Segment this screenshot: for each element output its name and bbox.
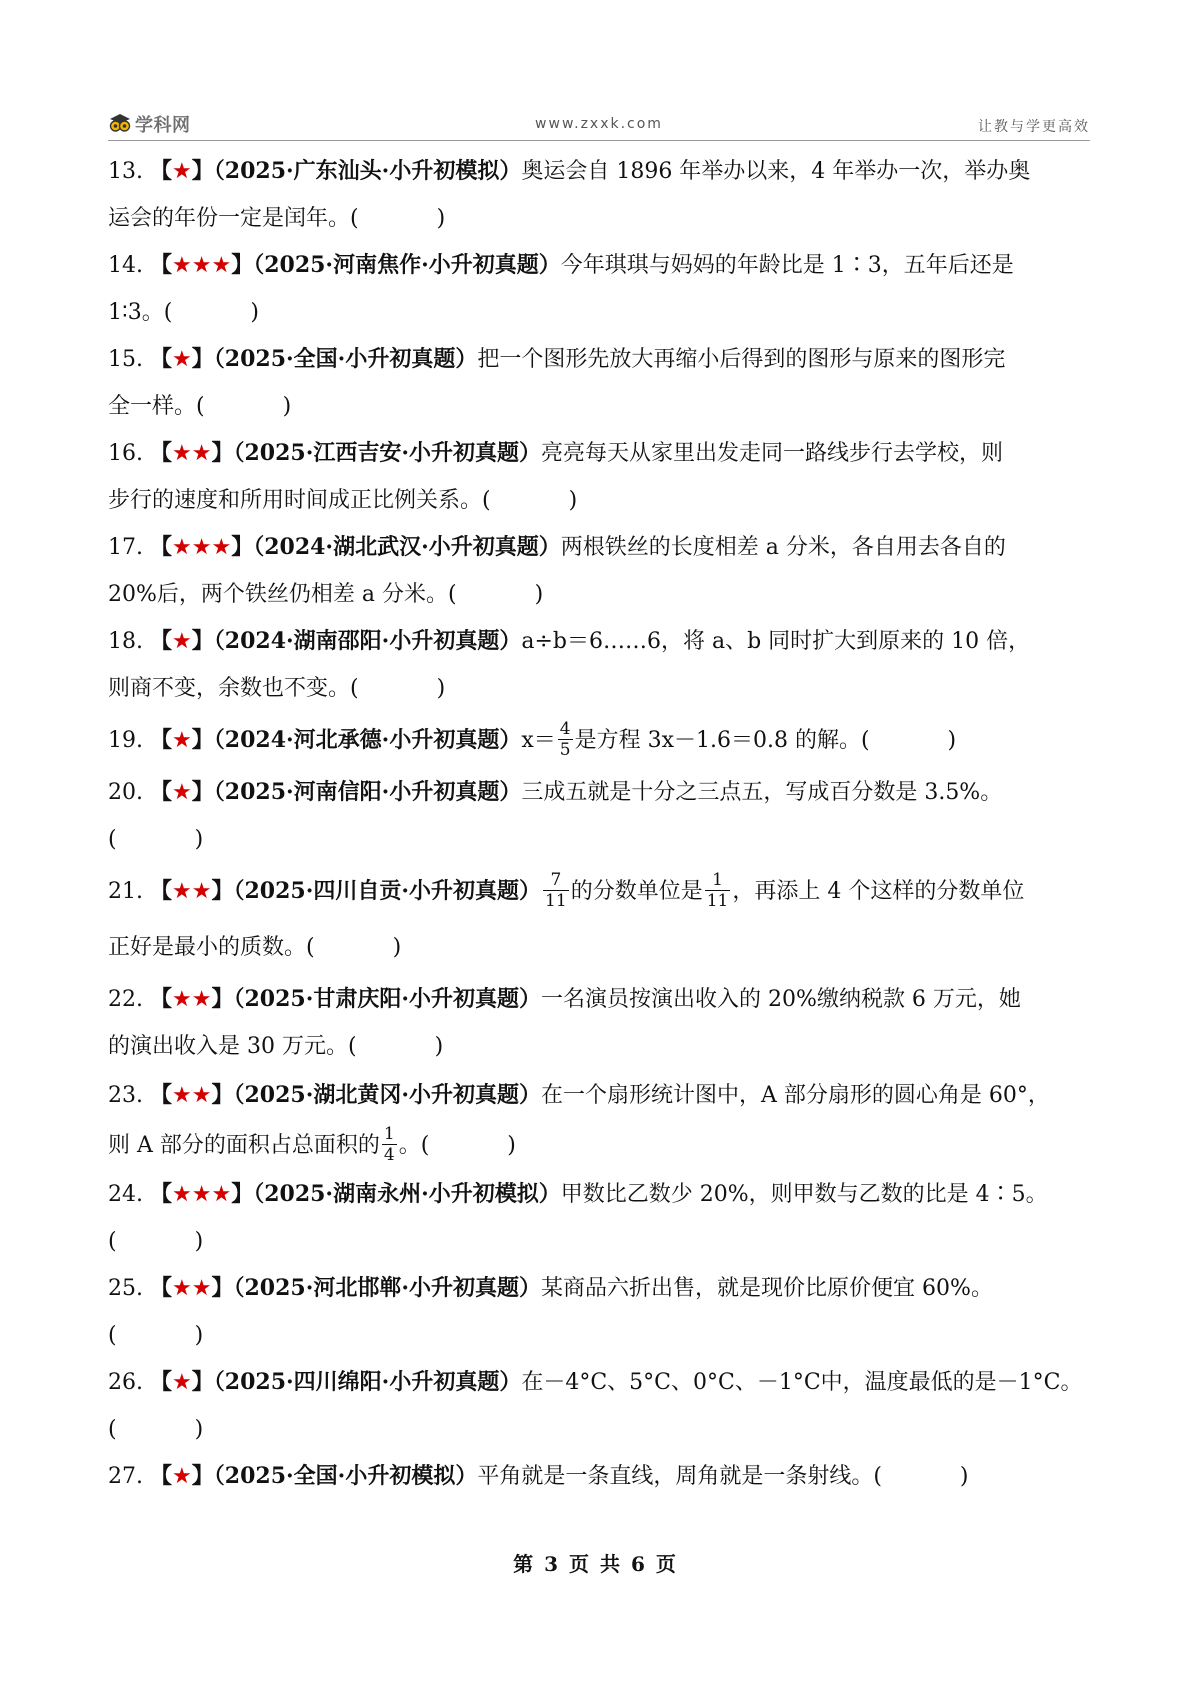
question-27 [108, 1453, 1090, 1500]
text-fragment: 5 [559, 739, 571, 760]
text-fragment: 】 [231, 1181, 254, 1207]
text-fragment: 【 [150, 727, 173, 753]
difficulty-stars: ★ [172, 728, 192, 753]
text-fragment: 【 [150, 779, 173, 805]
text-fragment: ( [108, 1417, 117, 1442]
text-fragment: 【 [150, 534, 173, 560]
text-fragment: 】 [191, 158, 214, 184]
text-fragment: 。( [398, 1133, 430, 1158]
text-fragment: 【 [150, 1275, 173, 1301]
text-fragment: ) [568, 488, 578, 513]
text-fragment: 11 [545, 890, 567, 911]
difficulty-stars: ★★ [172, 441, 212, 466]
question-list [108, 148, 1090, 1500]
text-fragment: 21. [108, 879, 143, 904]
text-fragment: 20. [108, 780, 143, 805]
text-fragment: 【 [150, 1082, 173, 1108]
text-fragment: 】 [231, 252, 254, 278]
text-fragment: 4 [559, 718, 571, 739]
text-fragment: 1 [705, 870, 731, 891]
text-fragment: ) [436, 206, 446, 231]
text-fragment: 】 [211, 1275, 234, 1301]
question-text: 亮亮每天从家里出发走同一路线步行去学校，则 [541, 441, 1004, 466]
text-fragment: x＝ [521, 728, 556, 753]
text-fragment: 18. [108, 629, 143, 654]
text-fragment: 运会的年份一定是闰年。( [108, 206, 359, 231]
text-fragment: 【 [150, 252, 173, 278]
text-fragment: 【 [150, 158, 173, 184]
text-fragment: 17. [108, 535, 143, 560]
text-fragment: 1∶3。( [108, 300, 173, 325]
difficulty-stars: ★★★ [172, 535, 232, 560]
text-fragment: ) [959, 1464, 969, 1489]
question-text: 甲数比乙数少 20%，则甲数与乙数的比是 4∶5。 [560, 1182, 1048, 1207]
question-source: （2025·甘肃庆阳·小升初真题） [233, 986, 542, 1012]
difficulty-stars: ★★★ [172, 253, 232, 278]
site-url: www.zxxk.com [535, 116, 663, 132]
difficulty-stars: ★★★ [172, 1182, 232, 1207]
question-24 [108, 1171, 1090, 1265]
text-fragment: 】 [191, 1369, 214, 1395]
text-fragment: 全一样。( [108, 394, 205, 419]
text-fragment: 【 [150, 346, 173, 372]
text-fragment: 正好是最小的质数。( [108, 935, 315, 960]
question-18 [108, 618, 1090, 712]
question-15 [108, 336, 1090, 430]
text-fragment: 则 A 部分的面积占总面积的 [108, 1133, 380, 1158]
difficulty-stars: ★ [172, 347, 192, 372]
question-text: 把一个图形先放大再缩小后得到的图形与原来的图形完 [477, 347, 1006, 372]
fraction [558, 719, 573, 760]
text-fragment: 25. [108, 1276, 143, 1301]
text-fragment: ) [507, 1133, 516, 1158]
question-source: （2024·河北承德·小升初真题） [213, 727, 522, 753]
text-fragment: 1 [383, 1123, 395, 1144]
text-fragment: ( [108, 1229, 117, 1254]
text-fragment: ) [194, 1229, 204, 1254]
question-20 [108, 769, 1090, 863]
difficulty-stars: ★★ [172, 987, 212, 1012]
text-fragment: 16. [108, 441, 143, 466]
question-13 [108, 148, 1090, 242]
question-source: （2025·四川绵阳·小升初真题） [213, 1369, 522, 1395]
text-fragment: 【 [150, 986, 173, 1012]
difficulty-stars: ★★ [172, 1276, 212, 1301]
text-fragment: 【 [150, 1181, 173, 1207]
text-fragment: 7 [543, 870, 569, 891]
question-text: 平角就是一条直线，周角就是一条射线。( [477, 1464, 882, 1489]
question-14 [108, 242, 1090, 336]
text-fragment: ( [108, 1323, 117, 1348]
text-fragment: 【 [150, 1369, 173, 1395]
logo-text: 学科网 [135, 115, 191, 136]
question-text: 一名演员按演出收入的 20%缴纳税款 6 万元，她 [541, 987, 1021, 1012]
page-header [108, 108, 1090, 141]
difficulty-stars: ★★ [172, 1083, 212, 1108]
question-text: 两根铁丝的长度相差 a 分米，各自用去各自的 [560, 535, 1006, 560]
text-fragment: 20%后，两个铁丝仍相差 a 分米。( [108, 582, 457, 607]
question-source: （2025·河南焦作·小升初真题） [253, 252, 561, 278]
question-text: 在－4°C、5°C、0°C、－1°C中，温度最低的是－1°C。 [521, 1370, 1083, 1395]
slogan: 让教与学更高效 [978, 119, 1090, 135]
text-fragment: 23. [108, 1083, 143, 1108]
text-fragment: 11 [706, 890, 729, 911]
question-source: （2025·湖南永州·小升初模拟） [253, 1181, 561, 1207]
text-fragment: ) [434, 1034, 444, 1059]
difficulty-stars: ★ [172, 1464, 192, 1489]
question-source: （2025·河北邯郸·小升初真题） [233, 1275, 542, 1301]
text-fragment: ) [194, 1323, 204, 1348]
question-source: （2025·全国·小升初真题） [213, 346, 478, 372]
text-fragment: 26. [108, 1370, 143, 1395]
question-21 [108, 863, 1090, 976]
text-fragment: 】 [211, 878, 234, 904]
fraction [705, 870, 731, 911]
text-fragment: 是方程 3x－1.6＝0.8 的解。( [574, 728, 870, 753]
text-fragment: 】 [231, 534, 254, 560]
text-fragment: 【 [150, 1463, 173, 1489]
text-fragment: 】 [211, 440, 234, 466]
text-fragment: ) [947, 728, 957, 753]
text-fragment: 】 [211, 986, 234, 1012]
text-fragment: 13. [108, 159, 143, 184]
text-fragment: 的分数单位是 [570, 879, 703, 904]
fraction [543, 870, 569, 911]
fraction [382, 1124, 397, 1165]
text-fragment: 【 [150, 440, 173, 466]
question-source: （2025·湖北黄冈·小升初真题） [233, 1082, 542, 1108]
text-fragment: 14. [108, 253, 143, 278]
text-fragment: 步行的速度和所用时间成正比例关系。( [108, 488, 491, 513]
text-fragment: 】 [191, 346, 214, 372]
difficulty-stars: ★ [172, 629, 192, 654]
question-23 [108, 1070, 1090, 1171]
text-fragment: ) [194, 827, 204, 852]
text-fragment: ) [250, 300, 259, 325]
text-fragment: ( [108, 827, 117, 852]
question-source: （2025·江西吉安·小升初真题） [233, 440, 542, 466]
text-fragment: 的演出收入是 30 万元。( [108, 1034, 357, 1059]
text-fragment: 15. [108, 347, 143, 372]
question-text: 今年琪琪与妈妈的年龄比是 1∶3，五年后还是 [560, 253, 1014, 278]
text-fragment: ) [282, 394, 292, 419]
text-fragment: 19. [108, 728, 143, 753]
text-fragment: 】 [191, 727, 214, 753]
question-source: （2025·全国·小升初模拟） [213, 1463, 478, 1489]
question-16 [108, 430, 1090, 524]
question-source: （2024·湖南邵阳·小升初真题） [213, 628, 522, 654]
question-text: 奥运会自 1896 年举办以来，4 年举办一次，举办奥 [521, 159, 1031, 184]
question-text: 某商品六折出售，就是现价比原价便宜 60%。 [541, 1276, 993, 1301]
text-fragment: 】 [191, 628, 214, 654]
question-22 [108, 976, 1090, 1070]
difficulty-stars: ★ [172, 159, 192, 184]
text-fragment: ) [392, 935, 402, 960]
question-text: 三成五就是十分之三点五，写成百分数是 3.5%。 [521, 780, 1003, 805]
text-fragment: 【 [150, 878, 173, 904]
question-25 [108, 1265, 1090, 1359]
page-number: 第 3 页 共 6 页 [513, 1552, 678, 1576]
question-source: （2024·湖北武汉·小升初真题） [253, 534, 561, 560]
text-fragment: 24. [108, 1182, 143, 1207]
question-text: a÷b＝6……6，将 a、b 同时扩大到原来的 10 倍， [521, 629, 1031, 654]
question-19 [108, 712, 1090, 769]
difficulty-stars: ★ [172, 780, 192, 805]
text-fragment: ) [436, 676, 446, 701]
difficulty-stars: ★★ [172, 879, 212, 904]
difficulty-stars: ★ [172, 1370, 192, 1395]
text-fragment: 【 [150, 628, 173, 654]
text-fragment: ) [534, 582, 544, 607]
question-source: （2025·河南信阳·小升初真题） [213, 779, 522, 805]
text-fragment: 】 [211, 1082, 234, 1108]
text-fragment: 】 [191, 1463, 214, 1489]
text-fragment: ，再添上 4 个这样的分数单位 [732, 879, 1025, 904]
text-fragment: ) [194, 1417, 204, 1442]
question-source: （2025·广东汕头·小升初模拟） [213, 158, 522, 184]
text-fragment: 则商不变，余数也不变。( [108, 676, 359, 701]
text-fragment: 4 [383, 1144, 395, 1165]
question-text: 在一个扇形统计图中，A 部分扇形的圆心角是 60°， [541, 1083, 1050, 1108]
text-fragment: 22. [108, 987, 143, 1012]
question-source: （2025·四川自贡·小升初真题） [233, 878, 542, 904]
text-fragment: 】 [191, 779, 214, 805]
text-fragment: 27. [108, 1464, 143, 1489]
question-26 [108, 1359, 1090, 1453]
question-17 [108, 524, 1090, 618]
